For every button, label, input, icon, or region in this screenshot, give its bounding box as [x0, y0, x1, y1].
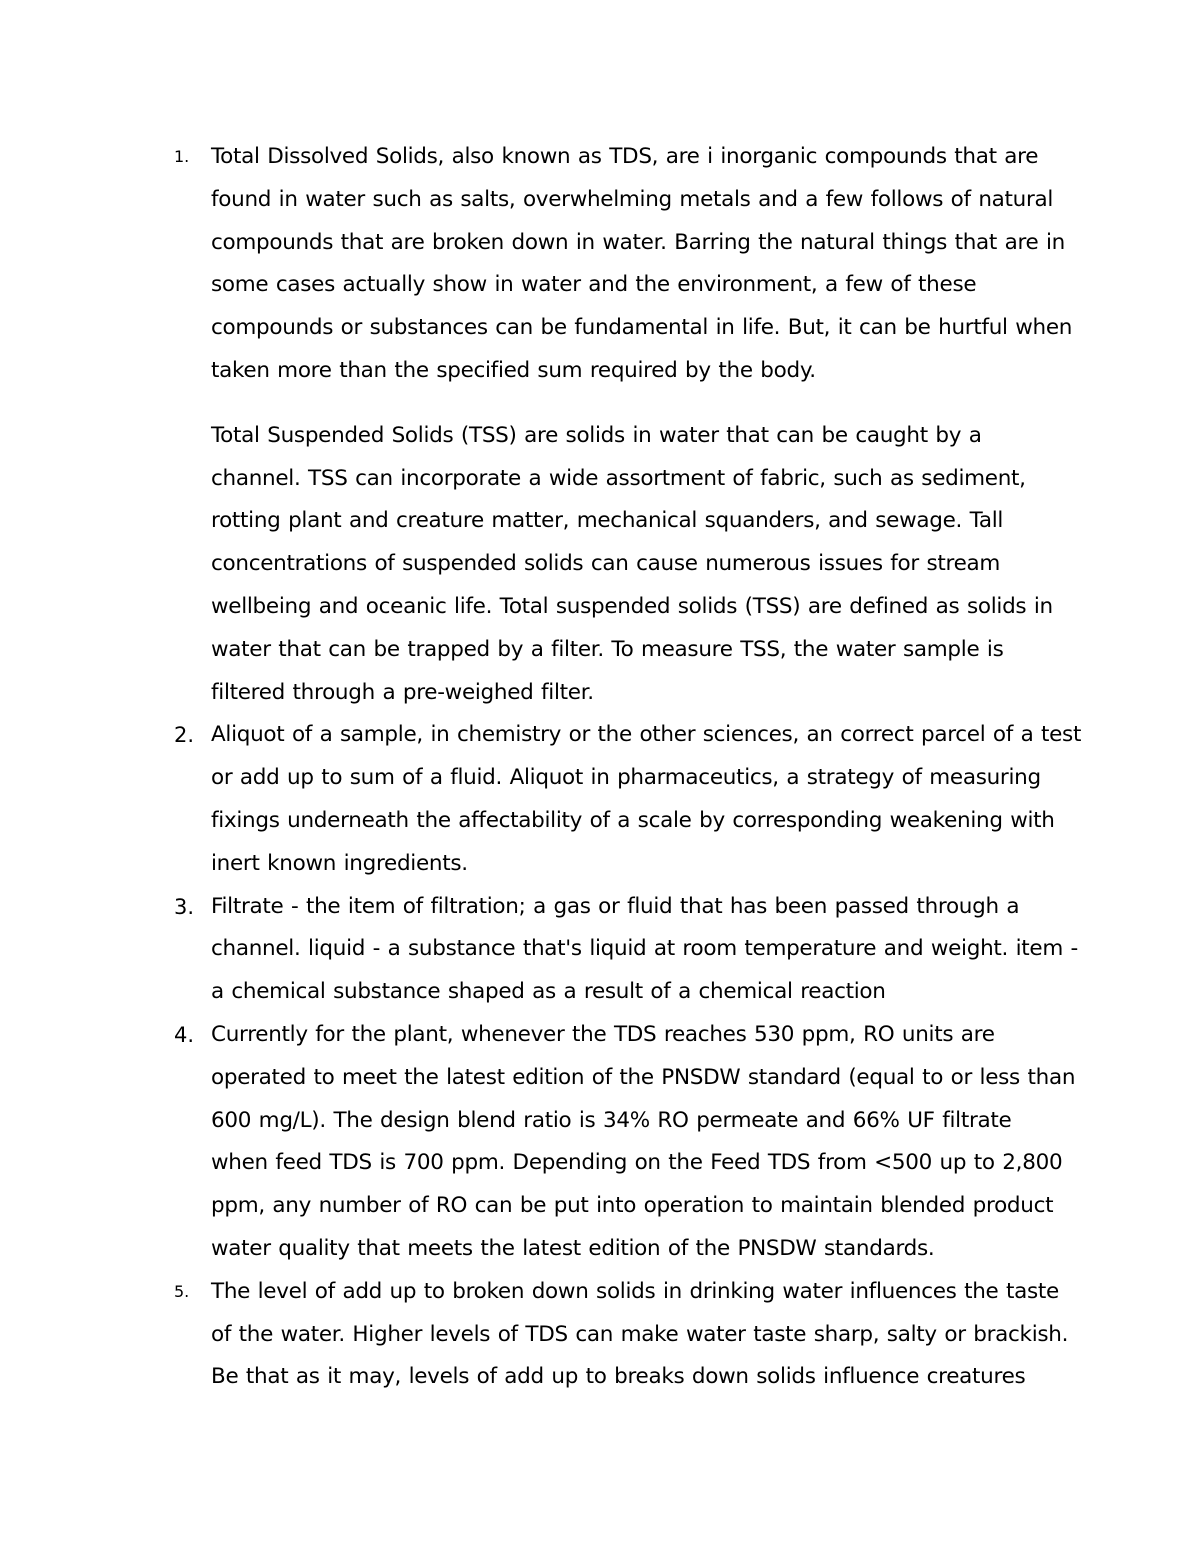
text-line: rotting plant and creature matter, mechanical squanders, and sewage. Tall [211, 508, 1004, 534]
text-line: concentrations of suspended solids can cause numerous issues for stream [211, 551, 1001, 577]
text-line: operated to meet the latest edition of the PNSDW standard (equal to or less than [211, 1064, 1076, 1090]
list-number: 5. [174, 1281, 190, 1301]
text-line: Total Dissolved Solids, also known as TDS, are i inorganic compounds that are [211, 144, 1039, 169]
paragraph-ro-operation [211, 1014, 1091, 1271]
list-number: 2. [174, 723, 195, 748]
list-item-3 [174, 886, 1091, 1014]
text-line: some cases actually show in water and the environment, a few of these [211, 272, 977, 298]
text-line: filtered through a pre-weighed filter. [211, 679, 594, 705]
text-line: fixings underneath the affectability of a scale by corresponding weakening with [211, 807, 1055, 833]
text-line: Filtrate - the item of filtration; a gas or fluid that has been passed through a [211, 893, 1020, 919]
list-number: 1. [174, 147, 190, 166]
text-line: The level of add up to broken down solids in drinking water influences the taste [211, 1278, 1059, 1304]
paragraph-aliquot [211, 714, 1091, 885]
text-line: water that can be trapped by a filter. To measure TSS, the water sample is [211, 636, 1004, 662]
numbered-list [174, 136, 1091, 1399]
text-line: 600 mg/L). The design blend ratio is 34% RO permeate and 66% UF filtrate [211, 1107, 1012, 1133]
text-line: Currently for the plant, whenever the TDS reaches 530 ppm, RO units are [211, 1021, 995, 1047]
text-line: Total Suspended Solids (TSS) are solids in water that can be caught by a [211, 422, 982, 448]
paragraph-tss [211, 415, 1091, 715]
list-number: 3. [174, 894, 195, 919]
text-line: or add up to sum of a fluid. Aliquot in pharmaceutics, a strategy of measuring [211, 765, 1041, 791]
text-line: wellbeing and oceanic life. Total suspended solids (TSS) are defined as solids in [211, 593, 1053, 619]
text-line: taken more than the specified sum required by the body. [211, 357, 816, 383]
paragraph-filtrate [211, 886, 1091, 1014]
paragraph-taste [211, 1271, 1091, 1399]
paragraph-tds [211, 136, 1091, 393]
text-line: Aliquot of a sample, in chemistry or the other sciences, an correct parcel of a test [211, 722, 1082, 748]
text-line: compounds or substances can be fundamental in life. But, it can be hurtful when [211, 315, 1073, 341]
text-line: channel. liquid - a substance that's liquid at room temperature and weight. item - [211, 936, 1078, 962]
list-number: 4. [174, 1022, 195, 1047]
list-item-2 [174, 714, 1091, 885]
list-item-4 [174, 1014, 1091, 1271]
text-line: channel. TSS can incorporate a wide assortment of fabric, such as sediment, [211, 465, 1026, 491]
list-item-1 [174, 136, 1091, 714]
text-line: of the water. Higher levels of TDS can make water taste sharp, salty or brackish. [211, 1321, 1069, 1347]
text-line: water quality that meets the latest edition of the PNSDW standards. [211, 1235, 935, 1261]
text-line: Be that as it may, levels of add up to breaks down solids influence creatures [211, 1364, 1026, 1390]
text-line: when feed TDS is 700 ppm. Depending on the Feed TDS from <500 up to 2,800 [211, 1150, 1063, 1176]
list-item-5 [174, 1271, 1091, 1399]
text-line: compounds that are broken down in water. Barring the natural things that are in [211, 229, 1065, 255]
text-line: ppm, any number of RO can be put into operation to maintain blended product [211, 1193, 1054, 1219]
text-line: inert known ingredients. [211, 850, 468, 876]
text-line: a chemical substance shaped as a result of a chemical reaction [211, 979, 886, 1005]
text-line: found in water such as salts, overwhelming metals and a few follows of natural [211, 186, 1054, 212]
